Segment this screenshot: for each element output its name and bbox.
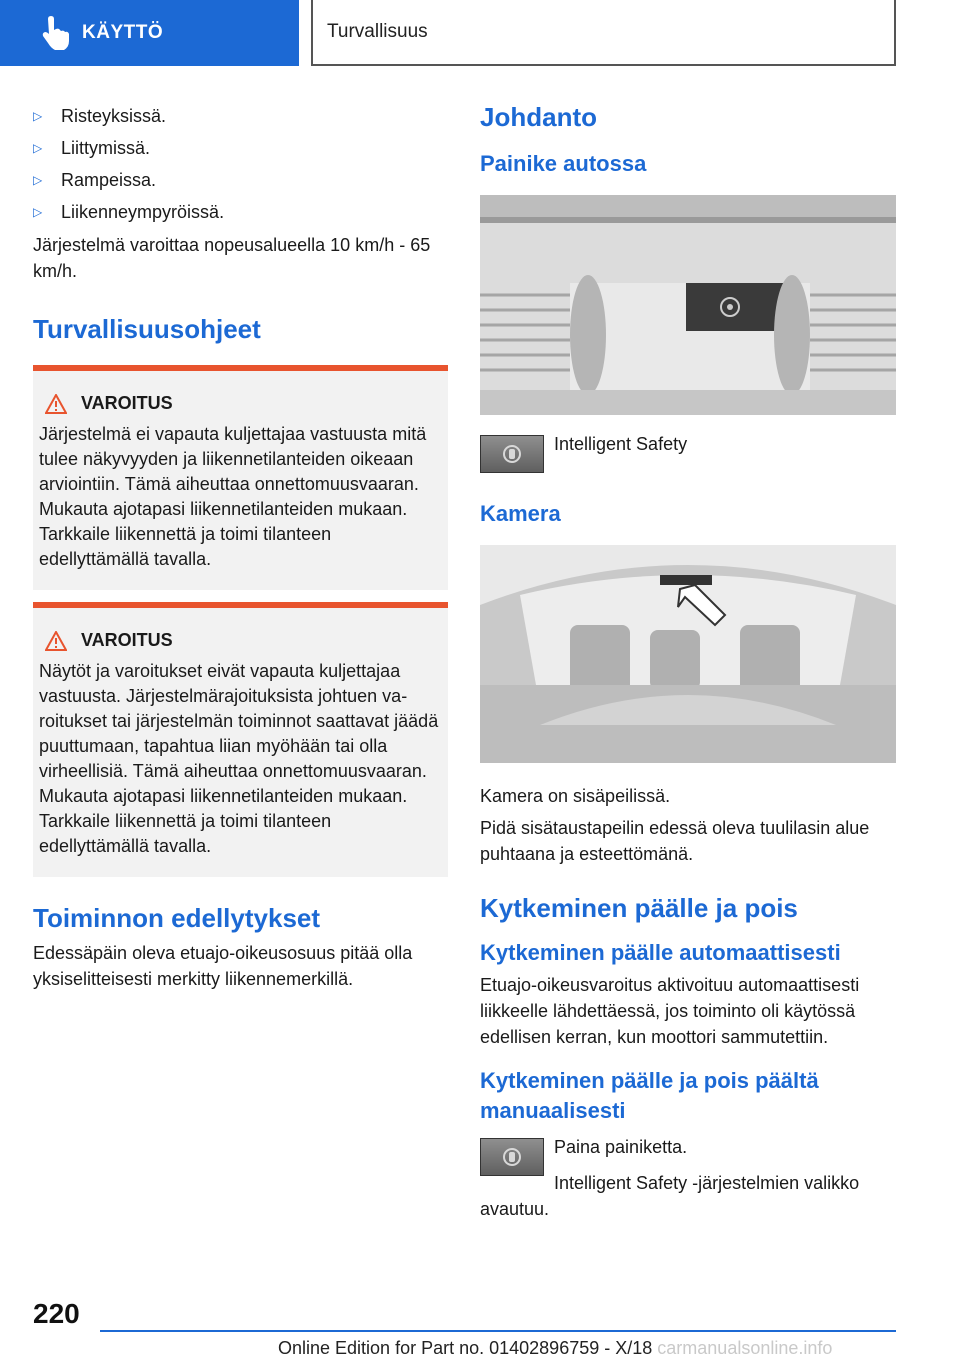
triangle-bullet-icon: ▷ <box>33 141 43 155</box>
list-item: ▷ Rampeissa. <box>33 164 448 196</box>
dashboard-vents-image <box>480 195 896 415</box>
safety-heading: Turvallisuusohjeet <box>33 314 261 344</box>
warning-text: Näytöt ja varoitukset eivät vapauta kuljettajaa vastuusta. Järjestelmärajoituksista johtuen varoitukset tai järjestelmän toiminnot saattavat jäädä puuttumaan, tapahtua liian myöhään tai olla virheellisiä. Tämä aiheuttaa onnettomuusvaaran. Mukauta ajotapasi liikennetilanteiden mukaan. Tarkkaile liikennettä ja toimi tilanteen edellyttämällä tavalla. <box>39 661 439 856</box>
conditions-text: Edessäpäin oleva etuajo-oikeusosuus pitää olla yksiselitteisesti merkitty liikennemerkillä. <box>33 943 413 989</box>
left-column <box>33 100 448 992</box>
camera-heading: Kamera <box>480 501 561 526</box>
warning-box <box>33 365 448 590</box>
button-caption-row <box>480 435 896 473</box>
list-item: ▷ Risteyksissä. <box>33 100 448 132</box>
watermark-text: carmanualsonline.info <box>657 1338 833 1358</box>
button-photo <box>480 195 896 415</box>
page-number: 220 <box>33 1298 80 1329</box>
warning-triangle-icon <box>45 394 67 414</box>
section-title: Turvallisuus <box>327 21 428 42</box>
footer <box>278 1338 832 1359</box>
warning-triangle-icon <box>45 631 67 651</box>
hand-pointer-icon <box>34 13 74 53</box>
speed-range-text: Järjestelmä varoittaa nopeusalueella 10 km/h - 65 km/h. <box>33 235 431 281</box>
intro-heading: Johdanto <box>480 102 597 132</box>
chapter-tab-label: KÄYTTÖ <box>82 22 164 43</box>
car-shield-icon <box>501 1146 523 1168</box>
chapter-tab[interactable] <box>0 0 299 66</box>
manual-heading: Kytkeminen päälle ja pois päältä manuaalisesti <box>480 1068 819 1123</box>
camera-clean-text: Pidä sisätaustapeilin edessä oleva tuulilasin alue puhtaana ja esteettömänä. <box>480 818 870 864</box>
footer-divider <box>100 1330 896 1332</box>
warning-text: Järjestelmä ei vapauta kuljettajaa vastuusta mitä tulee näkyvyyden ja liikennetilanteiden oikeaan arviointiin. Tämä aiheuttaa onnettomuusvaaran. Mukauta ajotapasi liikennetilanteiden mukaan. Tarkkaile liikennettä ja toimi tilanteen edellyttämällä tavalla. <box>39 424 427 569</box>
manual-press-text: Paina painiketta. <box>554 1137 688 1157</box>
right-column <box>480 100 896 1222</box>
car-shield-icon <box>501 443 523 465</box>
car-interior-image <box>480 545 896 763</box>
auto-text: Etuajo-oikeusvaroitus aktivoituu automaattisesti liikkeelle lähdettäessä, jos toiminto oli käytössä edellisen kerran, kun moottori sammutettiin. <box>480 975 860 1047</box>
intelligent-safety-button-icon[interactable] <box>480 1138 544 1176</box>
camera-photo <box>480 545 896 763</box>
list-item: ▷ Liikenneympyröissä. <box>33 196 448 228</box>
edition-text: Online Edition for Part no. 01402896759 - X/18 <box>278 1338 653 1358</box>
warning-title: VAROITUS <box>81 630 173 650</box>
manual-menu-text: Intelligent Safety -järjestelmien valikko avautuu. <box>480 1173 860 1219</box>
conditions-heading: Toiminnon edellytykset <box>33 903 321 933</box>
camera-location-text: Kamera on sisäpeilissä. <box>480 786 671 806</box>
intelligent-safety-button-icon[interactable] <box>480 435 544 473</box>
onoff-heading: Kytkeminen päälle ja pois <box>480 893 798 923</box>
warning-box <box>33 602 448 877</box>
button-caption: Intelligent Safety <box>554 434 688 454</box>
warning-title: VAROITUS <box>81 393 173 413</box>
triangle-bullet-icon: ▷ <box>33 173 43 187</box>
triangle-bullet-icon: ▷ <box>33 109 43 123</box>
section-header <box>311 0 896 66</box>
triangle-bullet-icon: ▷ <box>33 205 43 219</box>
button-heading: Painike autossa <box>480 151 647 176</box>
location-list <box>33 100 448 228</box>
auto-heading: Kytkeminen päälle automaattisesti <box>480 940 841 965</box>
list-item: ▷ Liittymissä. <box>33 132 448 164</box>
